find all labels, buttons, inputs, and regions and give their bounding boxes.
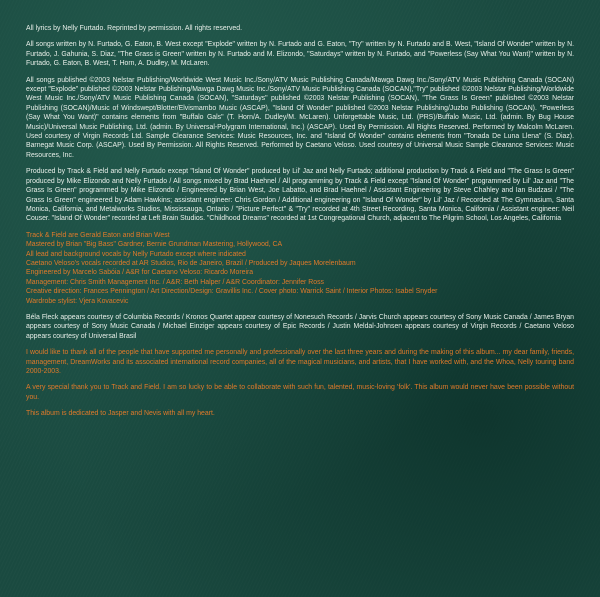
credit-line: Caetano Veloso's vocals recorded at AR Studios, Rio de Janeiro, Brazil / Produced by Jaques Morelenbaum [26,259,356,267]
credit-line: Wardrobe stylist: Vjera Kovacevic [26,297,129,305]
credit-line: Track & Field are Gerald Eaton and Brian West [26,231,170,239]
credit-line: Management: Chris Smith Management Inc. / A&R: Beth Halper / A&R Coordinator: Jennifer Ross [26,278,324,286]
dedication: This album is dedicated to Jasper and Nevis with all my heart. [26,410,215,418]
credit-line: Mastered by Brian "Big Bass" Gardner, Bernie Grundman Mastering, Hollywood, CA [26,241,283,249]
special-thanks-note: A very special thank you to Track and Field. I am so lucky to be able to collaborate with such fun, talented, music-loving 'folk'. This album would never have been possible without you. [26,384,574,401]
credit-line: All lead and background vocals by Nelly Furtado except where indicated [26,250,246,258]
credit-line: Creative direction: Frances Pennington / Art Direction/Design: Gravillis Inc. / Cover photo: Warrick Saint / Interior Photos: Isabel Snyder [26,288,438,296]
lyrics-note: All lyrics by Nelly Furtado. Reprinted by permission. All rights reserved. [26,25,242,32]
credit-line: Engineered by Marcelo Sabóia / A&R for Caetano Veloso: Ricardo Moreira [26,269,254,277]
artist-courtesy-credits: Béla Fleck appears courtesy of Columbia Records / Kronos Quartet appear courtesy of Nonesuch Records / Jarvis Church appears courtesy of Sony Music Canada / James Bryan appears courtesy of Sony Music Canada / Michael Einziger appears courtesy of Epic Records / Justin Meldal-Johnsen appears courtesy of Virgin Records / Caetano Veloso appears courtesy of Universal Brasil [26,313,574,340]
thank-you-note: I would like to thank all of the people that have supported me personally and professionally over the last three years and during the making of this album... my dear family, friends, management, DreamWorks and its associated international record companies, all of the magical musicians, and artists, that I have worked with, and the Whoa, Nelly touring band 2000-2003. [26,349,574,375]
publishing-credits: All songs published ©2003 Nelstar Publishing/Worldwide West Music Inc./Sony/ATV Music Publishing Canada/Mawga Dawg Inc./Sony/ATV Music Publishing Canada (SOCAN) except "Explode" published ©2003 Nelstar Publishing/Mawga Dawg Music Inc./Sony/ATV Music Publishing Canada (SOCAN),"Try" published ©2003 Nelstar Publishing/Worldwide West Music Inc./Sony/ATV Music Publishing Canada (SOCAN), "Saturdays" published ©2003 Nelstar Publishing (SOCAN), "The Grass Is Green" published ©2003 Nelstar Publishing (SOCAN)/Music of Windswept/Blotter/Elvismambo Music (ASCAP), "Island Of Wonder" published ©2003 Nelstar Publishing/Juzbo Publishing (SOCAN). "Powerless (Say What You Want)" contains elements from "Buffalo Gals" (T. Horn/A. Dudley/M. McLaren). Unforgettable Music, Ltd. (PRS)/Buffalo Music, Ltd. (admin. By Bug House Music)/Universal Music Publishing, Ltd. (admin. By Universal-Polygram International, Inc.) (ASCAP). Used By Permission. All Rights Reserved. Performed by Malcolm McLaren. Used courtesy of Virgin Records Ltd. Sample Clearance Services: Music Resources, Inc. and "Island Of Wonder" contains elements from "Tonada De Luna Llena" (S. Diaz). Barnegat Music Corp. (ASCAP). Used By Permission. All Rights Reserved. Performed by Caetano Veloso. Used courtesy of Universal Music Sample Clearance Services: Music Resources, Inc. [26,76,574,159]
songwriting-credits: All songs written by N. Furtado, G. Eaton, B. West except "Explode" written by N. Furtado and G. Eaton, "Try" written by N. Furtado and B. West, "Island Of Wonder" written by N. Furtado, J. Gahunia, S. Diaz, "The Grass is Green" written by N. Furtado and M. Elizondo, "Saturdays" written by N. Furtado, and "Powerless (Say What You Want)" written by N. Furtado, G. Eaton, B. West, T. Horn, A. Dudley, M. McLaren. [26,41,574,68]
production-credits: Produced by Track & Field and Nelly Furtado except "Island Of Wonder" produced by Lil' Jaz and Nelly Furtado; additional production by Track & Field and "The Grass Is Green" produced by Mike Elizondo and Nelly Furtado / All songs mixed by Brad Haehnel / All programming by Track & Field except "Island Of Wonder" programmed by Lil' Jaz and "The Grass Is Green" programmed by Mike Elizondo / Engineered by Brian West, Joe Labatto, and Brad Haehnel / Assistant Engineering by Steve Chahley and Ian Budzasi / "The Grass Is Green" engineered by Adam Hawkins; assistant engineer: Chris Gordon / Additional engineering on "Island Of Wonder" by Lil' Jaz / Recorded at The Gymnasium, Santa Monica, California, and Metalworks Studios, Mississauga, Ontario / "Picture Perfect" & "Try" recorded at 4th Street Recording, Santa Monica, California / Assistant engineer: Neil Couser. "Island Of Wonder" recorded at Left Brain Studios. "Childhood Dreams" recorded at 1st Congregational Church, adjacent to The Pilgrim School, Los Angeles, California [26,168,574,223]
additional-credits [26,231,574,306]
